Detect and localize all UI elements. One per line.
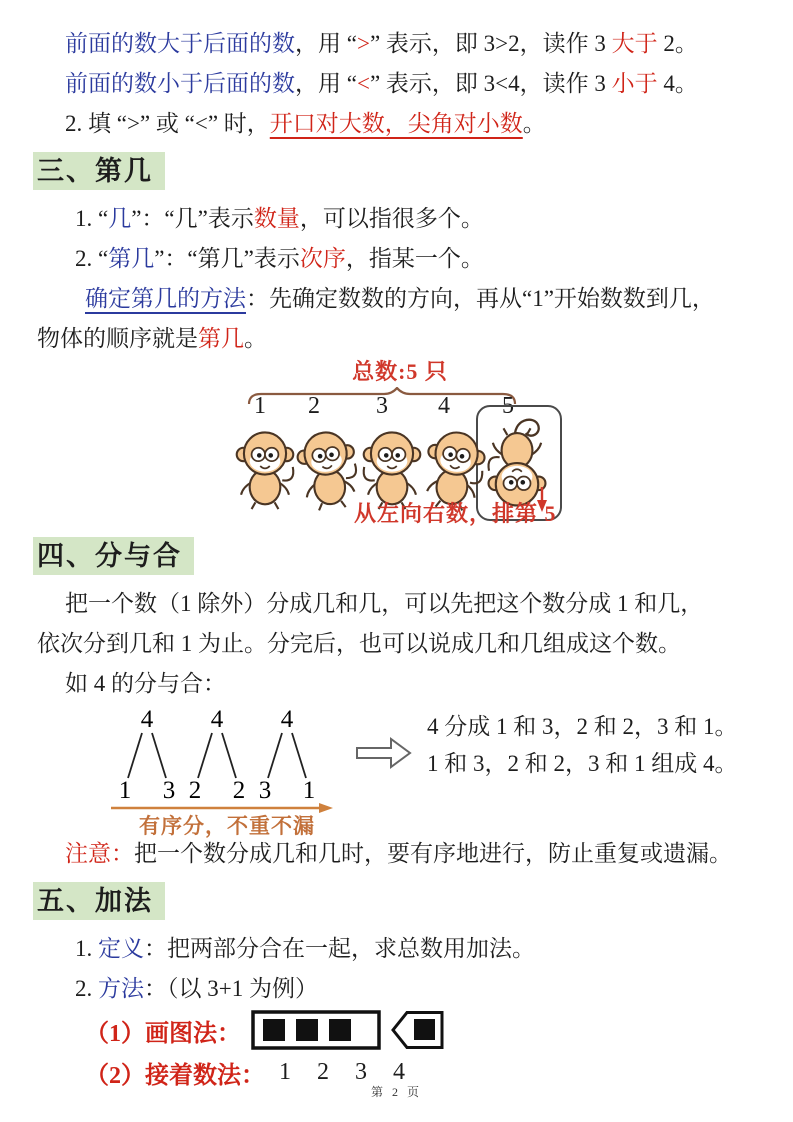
svg-text:1: 1	[118, 777, 132, 802]
sec3-method-line-2: 物体的顺序就是第几。	[37, 326, 267, 351]
greater-symbol: >	[356, 31, 370, 56]
sec4-note: 注意：把一个数分成几和几时，要有序地进行，防止重复或遗漏。	[65, 841, 732, 866]
counting-method-label: （2）接着数法：	[85, 1062, 265, 1089]
sec3-item-2: 2. “第几”：“第几”表示次序，指某一个。	[75, 246, 484, 271]
decomposition-result-1: 4 分成 1 和 3，2 和 2，3 和 1。	[427, 714, 738, 739]
count-number-5: 5	[502, 393, 514, 419]
section-heading-5: 五、加法	[33, 882, 165, 920]
drawing-box-icon	[251, 1010, 381, 1050]
drawing-tag-icon	[391, 1010, 445, 1050]
less-symbol: <	[356, 71, 370, 96]
count-number-4: 4	[438, 393, 450, 419]
count-number-2: 2	[308, 393, 320, 419]
order-arrow-icon	[111, 802, 335, 814]
compare-term: 前面的数小于后面的数	[65, 71, 295, 96]
count-number-3: 3	[376, 393, 388, 419]
section-heading-3: 三、第几	[33, 152, 165, 190]
monkey-icon	[424, 419, 486, 511]
order-note: 有序分，不重不漏	[139, 814, 315, 838]
count-on-number-1: 1	[279, 1058, 291, 1085]
drawing-method-row	[85, 1009, 756, 1051]
count-number-1: 1	[254, 393, 266, 419]
method-title: 确定第几的方法	[85, 286, 246, 311]
count-on-number-2: 2	[317, 1058, 329, 1085]
sec4-example-label: 如 4 的分与合：	[65, 671, 226, 696]
sec3-method-line-1: 确定第几的方法：先确定数数的方向，再从“1”开始数数到几，	[85, 286, 715, 311]
total-count-label: 总数:5 只	[352, 359, 448, 384]
decomposition-figure	[107, 706, 756, 838]
section-heading-4: 四、分与合	[33, 537, 194, 575]
sec3-item-1: 1. “几”：“几”表示数量，可以指很多个。	[75, 206, 484, 231]
drawing-method-label: （1）画图法：	[85, 1020, 241, 1047]
decomposition-result-2: 1 和 3，2 和 2，3 和 1 组成 4。	[427, 751, 738, 776]
page-number: 第 2 页	[370, 1085, 422, 1099]
svg-text:4: 4	[140, 706, 154, 733]
svg-text:2: 2	[232, 777, 246, 802]
svg-text:4: 4	[280, 706, 294, 733]
svg-text:4: 4	[210, 706, 224, 733]
count-on-number-3: 3	[355, 1058, 367, 1085]
svg-text:3: 3	[162, 777, 176, 802]
compare-line-2: 前面的数小于后面的数，用 “<” 表示，即 3<4，读作 3 小于 4。	[65, 71, 698, 96]
monkey-icon	[361, 419, 423, 511]
sec4-paragraph-line-2: 依次分到几和 1 为止。分完后，也可以说成几和几组成这个数。	[37, 631, 681, 656]
sec5-item-2: 2. 方法：（以 3+1 为例）	[75, 976, 318, 1001]
svg-text:3: 3	[258, 777, 272, 802]
compare-line-1: 前面的数大于后面的数，用 “>” 表示，即 3>2，读作 3 大于 2。	[65, 31, 698, 56]
fill-rule-highlight: 开口对大数，尖角对小数	[269, 111, 523, 136]
monkey-icon	[234, 419, 296, 511]
svg-text:1: 1	[302, 777, 316, 802]
svg-text:2: 2	[188, 777, 202, 802]
block-arrow-icon	[355, 736, 413, 770]
counting-caption: 从左向右数，排第 5	[354, 501, 557, 526]
sec4-paragraph-line-1: 把一个数（1 除外）分成几和几，可以先把这个数分成 1 和几，	[65, 591, 704, 616]
monkey-icon	[296, 419, 358, 511]
note-label: 注意：	[65, 841, 134, 866]
sec5-item-1: 1. 定义：把两部分合在一起，求总数用加法。	[75, 936, 535, 961]
decomposition-trees	[107, 706, 341, 802]
compare-term: 前面的数大于后面的数	[65, 31, 295, 56]
monkey-counting-figure	[230, 361, 592, 529]
compare-line-3: 2. 填 “>” 或 “<” 时，开口对大数，尖角对小数。	[65, 111, 546, 136]
count-on-number-4: 4	[393, 1058, 405, 1085]
